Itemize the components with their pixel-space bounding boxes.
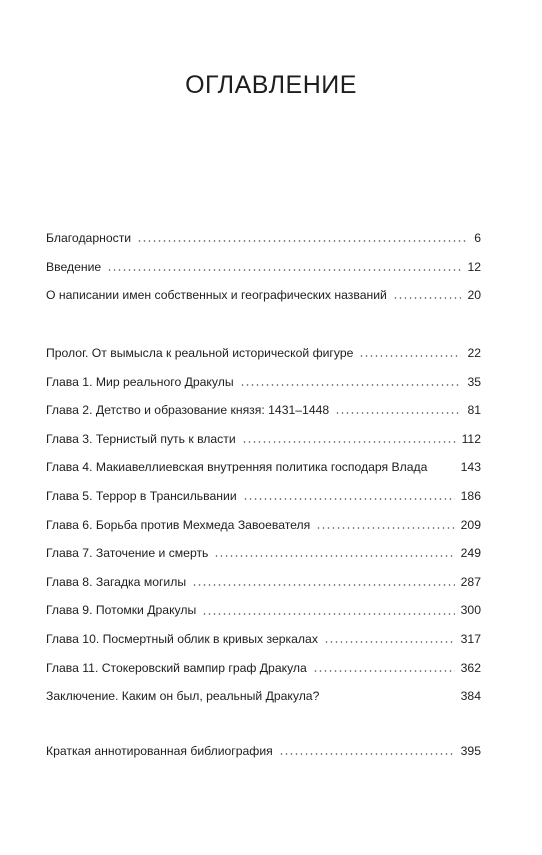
toc-entry[interactable] (46, 625, 481, 654)
toc-entry[interactable] (46, 339, 481, 368)
toc-entry-label: Глава 6. Борьба против Мехмеда Завоевателя (46, 517, 311, 532)
toc-entry-page: 362 (460, 660, 481, 675)
dot-leader (107, 265, 461, 275)
toc-entry-page: 22 (467, 346, 481, 360)
toc-entry-page: 395 (460, 744, 481, 758)
toc-entry-page: 6 (474, 231, 481, 245)
toc-entry-label: Глава 9. Потомки Дракулы (46, 603, 197, 618)
toc-entry[interactable] (46, 224, 481, 253)
toc-entry[interactable] (46, 482, 481, 511)
toc-entry[interactable] (46, 281, 481, 310)
toc-entry-label: Глава 1. Мир реального Дракулы (46, 374, 234, 389)
toc-entry[interactable] (46, 425, 481, 454)
toc-group-back-matter (46, 737, 481, 766)
toc-entry-page: 384 (460, 689, 481, 704)
dot-leader (313, 666, 455, 676)
toc-entry-label: Благодарности (46, 231, 132, 245)
toc-entry-label: Глава 3. Тернистый путь к власти (46, 431, 236, 446)
toc-entry[interactable] (46, 253, 481, 282)
toc-group-chapters (46, 339, 481, 711)
page-title: ОГЛАВЛЕНИЕ (185, 71, 357, 99)
toc-entry-label: Глава 10. Посмертный облик в кривых зеркалах (46, 631, 318, 646)
toc-entry-page: 300 (460, 603, 481, 618)
toc-entry-label: Глава 5. Террор в Трансильвании (46, 488, 237, 503)
toc-entry-page: 35 (467, 374, 481, 389)
toc-entry-label: Пролог. От вымысла к реальной исторической фигуре (46, 346, 354, 360)
dot-leader (325, 694, 454, 704)
toc-entry-label: Глава 8. Загадка могилы (46, 574, 187, 589)
toc-entry-page: 287 (460, 574, 481, 589)
toc-entry-page: 317 (460, 631, 481, 646)
toc-entry-page: 12 (467, 259, 481, 274)
dot-leader (137, 236, 468, 246)
dot-leader (393, 293, 462, 303)
toc-entry[interactable] (46, 596, 481, 625)
toc-entry[interactable] (46, 511, 481, 540)
dot-leader (335, 408, 461, 418)
toc-entry-label: Глава 4. Макиавеллиевская внутренняя политика господаря Влада (46, 460, 428, 475)
toc-entry-page: 186 (460, 488, 481, 503)
toc-entry[interactable] (46, 396, 481, 425)
toc-entry-label: Краткая аннотированная библиография (46, 744, 273, 758)
dot-leader (433, 466, 454, 476)
toc-entry[interactable] (46, 453, 481, 482)
dot-leader (192, 580, 455, 590)
toc-entry-page: 143 (460, 460, 481, 475)
dot-leader (359, 351, 461, 361)
dot-leader (316, 523, 454, 533)
toc-entry-page: 112 (461, 431, 481, 446)
dot-leader (240, 380, 462, 390)
toc-entry[interactable] (46, 682, 481, 711)
toc-entry[interactable] (46, 568, 481, 597)
toc-entry-label: Глава 7. Заточение и смерть (46, 546, 209, 561)
dot-leader (243, 494, 455, 504)
toc-entry-page: 249 (460, 546, 481, 561)
toc-entry-label: Введение (46, 259, 102, 274)
toc-entry-page: 20 (467, 288, 481, 303)
toc-entry-label: Заключение. Каким он был, реальный Дракула? (46, 689, 320, 704)
dot-leader (214, 551, 454, 561)
toc-entry[interactable] (46, 654, 481, 683)
toc-entry[interactable] (46, 539, 481, 568)
toc-group-front-matter (46, 224, 481, 310)
toc-entry[interactable] (46, 737, 481, 766)
toc-entry-label: Глава 11. Стокеровский вампир граф Дракула (46, 660, 307, 675)
toc-entry-label: Глава 2. Детство и образование князя: 1431–1448 (46, 403, 330, 418)
toc-entry[interactable] (46, 368, 481, 397)
toc-entry-page: 81 (467, 403, 481, 418)
dot-leader (242, 437, 456, 447)
toc-entry-label: О написании имен собственных и географических названий (46, 288, 387, 303)
dot-leader (202, 609, 454, 619)
dot-leader (324, 637, 455, 647)
toc-entry-page: 209 (460, 517, 481, 532)
dot-leader (279, 749, 455, 759)
